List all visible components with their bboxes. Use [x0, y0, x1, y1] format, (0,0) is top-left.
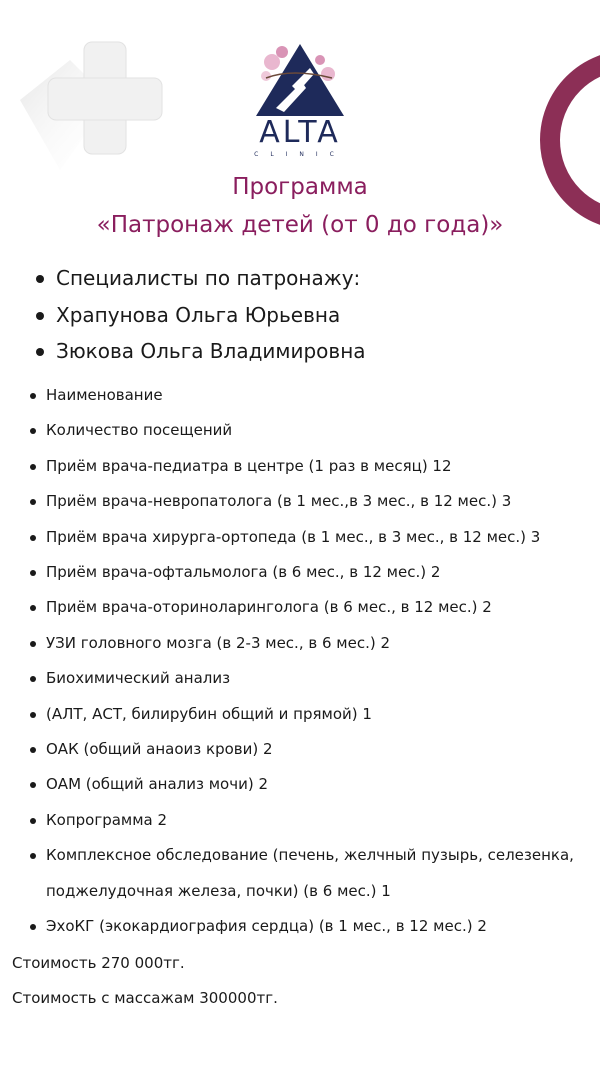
list-item: Приём врача-невропатолога (в 1 мес.,в 3 мес., в 12 мес.) 3 — [30, 484, 586, 519]
list-item: Храпунова Ольга Юрьевна — [36, 299, 366, 336]
specialists-list — [36, 262, 366, 372]
decorative-ring — [530, 40, 600, 240]
list-item: Приём врача-педиатра в центре (1 раз в месяц) 12 — [30, 449, 586, 484]
list-item: Зюкова Ольга Владимировна — [36, 335, 366, 372]
price-with-massage: Стоимость с массажам 300000тг. — [12, 989, 278, 1007]
list-item: ОАМ (общий анализ мочи) 2 — [30, 767, 586, 802]
price-base: Стоимость 270 000тг. — [12, 954, 185, 972]
list-item: Наименование — [30, 378, 586, 413]
logo-wordmark: ALTA — [259, 115, 341, 150]
program-subtitle: «Патронаж детей (от 0 до года)» — [96, 212, 504, 238]
list-item: Биохимический анализ — [30, 661, 586, 696]
program-title: Программа — [232, 174, 368, 200]
list-item: УЗИ головного мозга (в 2-3 мес., в 6 мес.) 2 — [30, 626, 586, 661]
list-item: Приём врача-оториноларинголога (в 6 мес., в 12 мес.) 2 — [30, 590, 586, 625]
list-item: Приём врача-офтальмолога (в 6 мес., в 12 мес.) 2 — [30, 555, 586, 590]
logo-subtitle: CLINIC — [254, 151, 346, 158]
list-item: Приём врача хирурга-ортопеда (в 1 мес., в 3 мес., в 12 мес.) 3 — [30, 520, 586, 555]
medical-cross-icon — [0, 0, 200, 200]
list-item: Количество посещений — [30, 413, 586, 448]
list-item: (АЛТ, АСТ, билирубин общий и прямой) 1 — [30, 697, 586, 732]
alta-clinic-logo — [232, 38, 368, 160]
list-item: Комплексное обследование (печень, желчный пузырь, селезенка, поджелудочная железа, почки) (в 6 мес.) 1 — [30, 838, 586, 909]
list-item: Копрограмма 2 — [30, 803, 586, 838]
list-item: Специалисты по патронажу: — [36, 262, 366, 299]
list-item: ЭхоКГ (экокардиография сердца) (в 1 мес., в 12 мес.) 2 — [30, 909, 586, 944]
list-item: ОАК (общий анаоиз крови) 2 — [30, 732, 586, 767]
services-list — [30, 378, 586, 945]
